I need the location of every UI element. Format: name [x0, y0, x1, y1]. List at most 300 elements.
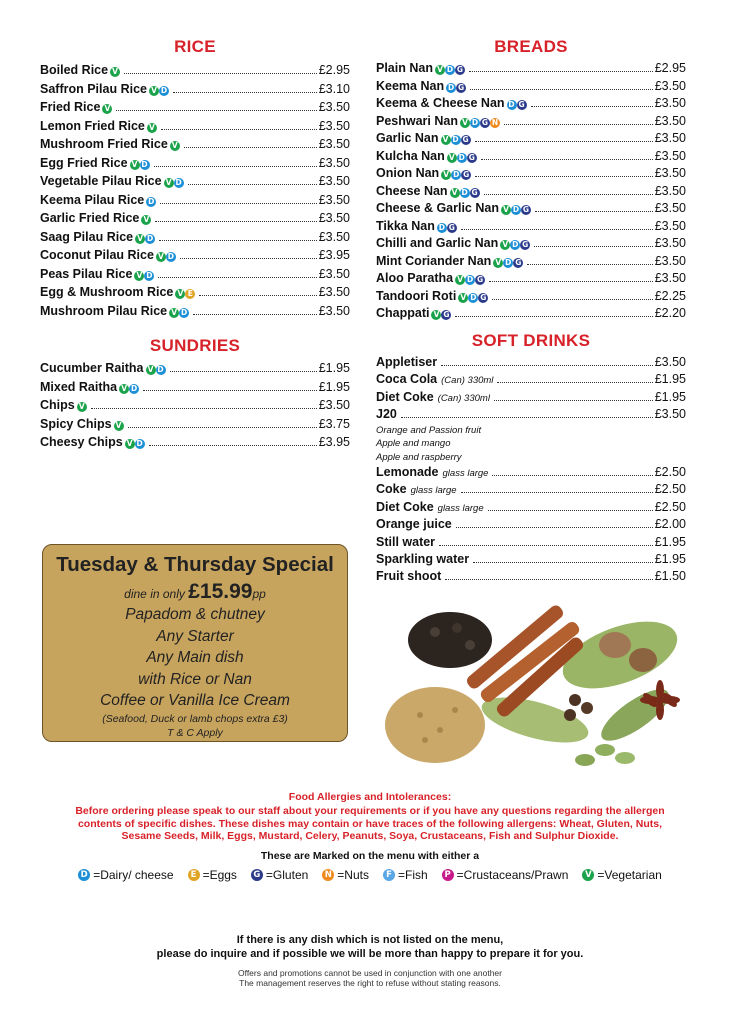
legend-item	[442, 868, 569, 882]
menu-item	[376, 165, 686, 183]
menu-item	[376, 95, 686, 113]
dairy-badge-icon: D	[508, 100, 515, 109]
rice-heading: RICE	[174, 37, 216, 56]
menu-item-name: Tikka Nan	[376, 218, 435, 233]
breads-heading: BREADS	[494, 37, 568, 56]
dot-leader	[481, 159, 653, 160]
dairy-badge-icon: D	[512, 205, 520, 214]
allergen-legend	[0, 868, 740, 882]
vegetarian-badge-icon: V	[77, 402, 87, 412]
menu-item	[376, 389, 686, 406]
menu-item-price: £3.50	[654, 166, 686, 180]
menu-item	[376, 78, 686, 96]
menu-item-price: £3.50	[318, 398, 350, 412]
dot-leader	[158, 277, 316, 278]
legend-label: =Nuts	[337, 868, 369, 882]
gluten-badge-icon: G	[477, 275, 484, 284]
dot-leader	[116, 110, 316, 111]
sundries-heading: SUNDRIES	[149, 336, 241, 355]
dairy-badge-icon: D	[466, 275, 474, 284]
special-line: Any Starter	[156, 627, 234, 645]
menu-item-price: £3.50	[654, 131, 686, 145]
dot-leader	[469, 71, 653, 72]
menu-item	[40, 396, 350, 415]
menu-item-name: Coke	[376, 482, 407, 497]
special-terms: T & C Apply	[167, 726, 223, 739]
menu-item-name: Plain Nan	[376, 61, 433, 75]
allergen-badges	[134, 271, 154, 281]
allergen-badges	[460, 118, 500, 128]
menu-item-detail: (Can) 330ml	[437, 392, 490, 404]
dairy-badge-icon: D	[458, 152, 465, 162]
dot-leader	[441, 365, 653, 366]
dairy-badge-icon: D	[512, 240, 519, 249]
menu-item	[40, 228, 350, 247]
menu-item-name: Orange juice	[376, 517, 452, 532]
menu-item-price: £3.50	[318, 192, 350, 207]
menu-item	[40, 172, 350, 191]
dot-leader	[124, 73, 317, 74]
allergen-badges	[102, 104, 112, 114]
vegetarian-badge-icon: V	[458, 293, 468, 303]
vegetarian-badge-icon: V	[441, 170, 451, 180]
menu-item-price: £1.95	[654, 372, 686, 387]
menu-item-price: £3.50	[318, 155, 350, 170]
menu-item-price: £2.25	[654, 288, 686, 303]
vegetarian-badge-icon: V	[156, 252, 166, 262]
dot-leader	[484, 194, 653, 195]
vegetarian-badge-icon: V	[450, 188, 460, 198]
menu-item-detail: glass large	[410, 485, 457, 497]
allergen-badges	[437, 223, 457, 233]
allergen-badges	[141, 215, 151, 225]
legend-item	[188, 868, 237, 882]
dot-leader	[149, 445, 317, 446]
menu-item-name: Mint Coriander Nan	[376, 253, 492, 268]
menu-item-price: £3.50	[654, 218, 686, 233]
dairy-badge-icon: D	[146, 270, 153, 280]
vegetarian-badge-icon: V	[141, 215, 151, 225]
menu-item-name: Chilli and Garlic Nan	[376, 236, 499, 250]
vegetarian-badge-icon: V	[130, 160, 140, 170]
nuts-legend-icon: N	[322, 869, 334, 881]
allergen-badges	[507, 100, 527, 110]
menu-item	[40, 61, 350, 80]
menu-item	[376, 354, 686, 371]
menu-item-price: £3.50	[654, 407, 686, 422]
eggs-legend-icon: E	[188, 869, 200, 881]
menu-item-price: £3.50	[318, 285, 350, 299]
vegetarian-badge-icon: V	[493, 258, 503, 268]
dot-leader	[489, 281, 653, 282]
menu-item-note: Apple and mango	[376, 438, 451, 450]
dot-leader	[492, 299, 652, 300]
special-title: Tuesday & Thursday Special	[56, 553, 334, 576]
allergen-badges	[125, 439, 145, 449]
menu-item	[376, 516, 686, 533]
allergen-badges	[458, 293, 488, 303]
menu-item-name: Lemonade	[376, 465, 439, 480]
vegetarian-badge-icon: V	[441, 135, 451, 145]
gluten-badge-icon: G	[481, 117, 489, 127]
dairy-badge-icon: D	[446, 65, 454, 74]
sundries-list	[40, 359, 350, 452]
dot-leader	[531, 106, 653, 107]
dairy-badge-icon: D	[505, 257, 512, 267]
legend-label: =Eggs	[202, 868, 237, 882]
legend-label: =Dairy/ cheese	[93, 868, 174, 882]
menu-item-name: Coconut Pilau Rice	[40, 248, 154, 262]
vegetarian-badge-icon: V	[110, 67, 120, 77]
special-line: Papadom & chutney	[125, 606, 265, 623]
vegetarian-badge-icon: V	[147, 123, 157, 133]
fish-legend-icon: F	[383, 869, 395, 881]
menu-item-price: £3.50	[654, 183, 686, 198]
menu-item	[40, 209, 350, 228]
menu-item-price: £3.50	[654, 271, 686, 285]
menu-item-price: £1.95	[654, 534, 686, 549]
vegetarian-badge-icon: V	[175, 289, 185, 299]
vegetarian-badge-icon: V	[501, 205, 511, 215]
allergen-badges	[146, 197, 156, 207]
menu-item-name: Garlic Nan	[376, 131, 439, 145]
menu-item	[40, 378, 350, 397]
gluten-legend-icon: G	[251, 869, 263, 881]
menu-item-price: £3.95	[318, 435, 350, 449]
menu-item-price: £2.50	[654, 482, 686, 497]
gluten-badge-icon: G	[443, 310, 450, 319]
menu-item-price: £3.50	[318, 100, 350, 114]
footer-terms	[0, 968, 740, 988]
gluten-badge-icon: G	[522, 240, 529, 249]
allergy-body: Before ordering please speak to our staff about your requirements or if you have any questions regarding the allergen contents of specific dishes. These dishes may contain or have traces of the following allergens: Wheat, Gluten, Nuts, Sesame Seeds, Milk, Eggs, Mustard, Celery, Peanuts, Soya, Crustaceans, Fish and Sulphur Dioxide.	[75, 805, 665, 842]
legend-label: =Vegetarian	[597, 868, 662, 882]
menu-item	[376, 253, 686, 271]
dot-leader	[488, 510, 653, 511]
menu-item-price: £3.50	[318, 137, 350, 151]
menu-item	[376, 130, 686, 148]
vegetarian-badge-icon: V	[102, 104, 112, 114]
menu-item	[376, 464, 686, 481]
legend-label: =Fish	[397, 868, 428, 882]
vegetarian-badge-icon: V	[119, 384, 129, 394]
menu-item	[40, 433, 350, 452]
gluten-badge-icon: G	[462, 135, 469, 144]
menu-item-name: J20	[376, 407, 397, 422]
menu-item	[376, 305, 686, 323]
menu-item-name: Chips	[40, 398, 75, 412]
dot-leader	[199, 295, 316, 296]
menu-item	[376, 200, 686, 218]
menu-item-name: Mushroom Fried Rice	[40, 137, 168, 151]
menu-item	[40, 135, 350, 154]
menu-item	[376, 148, 686, 166]
vegetarian-badge-icon: V	[149, 86, 159, 96]
vegetarian-badge-icon: V	[146, 365, 156, 375]
menu-item-price: £2.50	[654, 465, 686, 480]
menu-item-name: Appletiser	[376, 355, 438, 369]
dairy-badge-icon: D	[470, 292, 477, 302]
legend-item	[251, 868, 308, 882]
legend-item	[322, 868, 369, 882]
menu-item-name: Saffron Pilau Rice	[40, 81, 147, 96]
menu-item-name: Fried Rice	[40, 100, 101, 114]
dot-leader	[188, 184, 317, 185]
menu-item-price: £3.50	[654, 148, 686, 163]
dot-leader	[470, 89, 653, 90]
menu-item-name: Cheese Nan	[376, 183, 448, 198]
dairy-badge-icon: D	[141, 159, 148, 169]
menu-item	[40, 154, 350, 173]
legend-item	[582, 868, 661, 882]
menu-item-price: £3.75	[318, 416, 350, 431]
menu-item-name: Egg Fried Rice	[40, 155, 128, 170]
dot-leader	[155, 221, 316, 222]
menu-item	[40, 302, 350, 321]
dot-leader	[461, 492, 653, 493]
breads-list	[376, 60, 686, 323]
dot-leader	[445, 579, 652, 580]
allergen-badges	[501, 205, 531, 215]
gluten-badge-icon: G	[518, 100, 525, 109]
dot-leader	[128, 427, 317, 428]
menu-item-price: £1.95	[654, 389, 686, 404]
menu-item-name: Onion Nan	[376, 166, 440, 180]
special-extra: (Seafood, Duck or lamb chops extra £3)	[102, 712, 288, 725]
menu-item-name: Peas Pilau Rice	[40, 266, 133, 281]
menu-item	[40, 117, 350, 136]
dairy-badge-icon: D	[148, 196, 155, 206]
vegetarian-badge-icon: V	[455, 275, 465, 285]
menu-item-price: £3.50	[654, 201, 686, 215]
special-line: Any Main dish	[146, 649, 244, 666]
soft-drinks-heading: SOFT DRINKS	[471, 331, 591, 350]
menu-item-price: £3.50	[318, 211, 350, 225]
dot-leader	[461, 229, 653, 230]
dairy-badge-icon: D	[130, 383, 138, 393]
footer-line-2: please do inquire and if possible we will be more than happy to prepare it for you.	[156, 947, 584, 960]
menu-item-price: £2.20	[654, 306, 686, 320]
spices-image	[385, 600, 690, 775]
menu-item-name: Cheese & Garlic Nan	[376, 201, 499, 215]
gluten-badge-icon: G	[463, 170, 470, 179]
vegetarian-badge-icon: V	[435, 65, 445, 75]
allergen-badges	[493, 258, 523, 268]
allergen-badges	[435, 65, 465, 75]
menu-item-price: £3.50	[318, 174, 350, 188]
nuts-badge-icon: N	[491, 117, 499, 127]
allergen-badges	[450, 188, 480, 198]
footer-line-3: Offers and promotions cannot be used in conjunction with one another	[238, 968, 502, 978]
dairy-badge-icon: D	[180, 307, 188, 317]
dairy-badge-icon: D	[471, 117, 479, 127]
special-line: with Rice or Nan	[138, 670, 252, 688]
menu-item-price: £3.50	[654, 236, 686, 250]
vegetarian-badge-icon: V	[164, 178, 174, 188]
gluten-badge-icon: G	[480, 292, 487, 302]
menu-item-price: £1.95	[318, 361, 350, 375]
menu-item-detail: (Can) 330ml	[441, 375, 494, 387]
menu-item	[376, 568, 686, 585]
menu-item-name: Boiled Rice	[40, 63, 109, 77]
special-price: £15.99	[188, 580, 253, 603]
allergen-badges	[149, 86, 169, 96]
menu-item-note: Apple and raspberry	[376, 451, 462, 463]
allergen-badges	[156, 252, 176, 262]
footer-note	[0, 934, 740, 961]
allergen-badges	[431, 310, 451, 320]
menu-item	[376, 534, 686, 551]
eggs-badge-icon: E	[185, 289, 195, 299]
menu-item-name: Spicy Chips	[40, 416, 112, 431]
allergen-badges	[114, 421, 124, 431]
dot-leader	[143, 390, 317, 391]
menu-item-price: £2.95	[654, 61, 686, 75]
menu-item-name: Chappati	[376, 306, 430, 320]
legend-item	[78, 868, 173, 882]
menu-item-price: £3.50	[318, 303, 350, 318]
dairy-badge-icon: D	[157, 365, 164, 374]
dot-leader	[91, 408, 317, 409]
vegetarian-badge-icon: V	[169, 308, 179, 318]
menu-item-name: Still water	[376, 534, 436, 549]
menu-item	[40, 98, 350, 117]
legend-label: =Crustaceans/Prawn	[456, 868, 569, 882]
allergen-badges	[169, 308, 189, 318]
vegetarian-badge-icon: V	[500, 240, 510, 250]
menu-item-price: £3.50	[318, 229, 350, 244]
menu-item	[376, 183, 686, 201]
dairy-badge-icon: D	[438, 222, 445, 232]
vegetarian-badge-icon: V	[447, 153, 457, 163]
menu-item-name: Egg & Mushroom Rice	[40, 285, 174, 299]
menu-item	[40, 283, 350, 302]
menu-item	[376, 113, 686, 131]
menu-item-price: £3.50	[654, 113, 686, 128]
menu-item-name: Tandoori Roti	[376, 288, 457, 303]
dot-leader	[497, 382, 652, 383]
allergen-badges	[110, 67, 120, 77]
menu-item-price: £3.50	[318, 266, 350, 281]
dairy-badge-icon: D	[167, 252, 175, 261]
dairy-badge-icon: D	[175, 178, 182, 187]
dot-leader	[492, 475, 652, 476]
gluten-badge-icon: G	[458, 82, 465, 92]
menu-item-price: £1.95	[318, 379, 350, 394]
menu-item-name: Aloo Paratha	[376, 271, 454, 285]
menu-item-name: Diet Coke	[376, 499, 434, 514]
gluten-badge-icon: G	[522, 205, 530, 214]
vegetarian-badge-icon: V	[431, 310, 441, 320]
allergy-marked-note: These are Marked on the menu with either a	[260, 850, 480, 862]
allergen-badges	[175, 289, 195, 299]
menu-item	[40, 359, 350, 378]
dot-leader	[455, 316, 652, 317]
allergen-badges	[164, 178, 184, 188]
menu-item	[376, 218, 686, 236]
dairy-badge-icon: D	[146, 233, 154, 243]
menu-item-price: £3.50	[654, 96, 686, 110]
menu-item-name: Cheesy Chips	[40, 435, 123, 449]
menu-item-name: Mixed Raitha	[40, 379, 118, 394]
vegetarian-badge-icon: V	[135, 234, 145, 244]
menu-item-name: Kulcha Nan	[376, 148, 445, 163]
menu-item-name: Keema Nan	[376, 78, 445, 93]
gluten-badge-icon: G	[456, 65, 464, 74]
allergen-badges	[77, 402, 87, 412]
dairy-badge-icon: D	[160, 85, 168, 95]
vegetarian-badge-icon: V	[170, 141, 180, 151]
vegetarian-badge-icon: V	[114, 421, 124, 431]
menu-item-name: Garlic Fried Rice	[40, 211, 140, 225]
menu-item	[40, 191, 350, 210]
special-per: pp	[252, 587, 266, 601]
dairy-badge-icon: D	[447, 82, 455, 92]
dot-leader	[180, 258, 317, 259]
dairy-badge-icon: D	[461, 187, 468, 197]
dot-leader	[170, 371, 317, 372]
footer-line-4: The management reserves the right to refuse without stating reasons.	[239, 978, 501, 988]
dot-leader	[475, 176, 653, 177]
menu-item-price: £2.50	[654, 499, 686, 514]
menu-item	[40, 246, 350, 265]
dot-leader	[494, 400, 653, 401]
menu-item-price: £3.50	[654, 355, 686, 369]
allergen-badges	[147, 123, 157, 133]
menu-item-note: Orange and Passion fruit	[376, 424, 482, 436]
allergen-badges	[441, 170, 471, 180]
menu-item	[40, 415, 350, 434]
dot-leader	[161, 129, 317, 130]
menu-item-name: Keema Pilau Rice	[40, 192, 145, 207]
allergen-badges	[441, 135, 471, 145]
menu-item-price: £3.95	[318, 248, 350, 262]
dairy-badge-icon: D	[136, 439, 143, 448]
menu-item-name: Coca Cola	[376, 372, 438, 387]
vegetarian-legend-icon: V	[582, 869, 594, 881]
dot-leader	[475, 141, 653, 142]
dot-leader	[504, 124, 653, 125]
dot-leader	[535, 211, 653, 212]
legend-item	[383, 868, 428, 882]
menu-item	[376, 235, 686, 253]
allergen-badges	[146, 365, 166, 375]
menu-item-price: £3.50	[654, 78, 686, 93]
menu-item	[376, 406, 686, 423]
dot-leader	[456, 527, 653, 528]
menu-item-name: Sparkling water	[376, 552, 470, 567]
menu-item-price: £2.95	[318, 63, 350, 77]
dot-leader	[159, 240, 317, 241]
dot-leader	[527, 264, 652, 265]
menu-item-price: £3.10	[318, 81, 350, 96]
allergen-badges	[455, 275, 485, 285]
rice-list	[40, 61, 350, 320]
dairy-legend-icon: D	[78, 869, 90, 881]
menu-item-name: Fruit shoot	[376, 569, 442, 584]
allergen-badges	[447, 153, 477, 163]
menu-item-name: Peshwari Nan	[376, 113, 458, 128]
menu-item	[376, 371, 686, 388]
special-offer-box	[42, 544, 348, 742]
dot-leader	[173, 92, 317, 93]
vegetarian-badge-icon: V	[125, 439, 135, 449]
special-price-line	[43, 580, 347, 604]
menu-item	[376, 499, 686, 516]
allergen-badges	[170, 141, 180, 151]
footer-line-1: If there is any dish which is not listed on the menu,	[236, 934, 504, 946]
menu-item-price: £1.50	[654, 569, 686, 584]
